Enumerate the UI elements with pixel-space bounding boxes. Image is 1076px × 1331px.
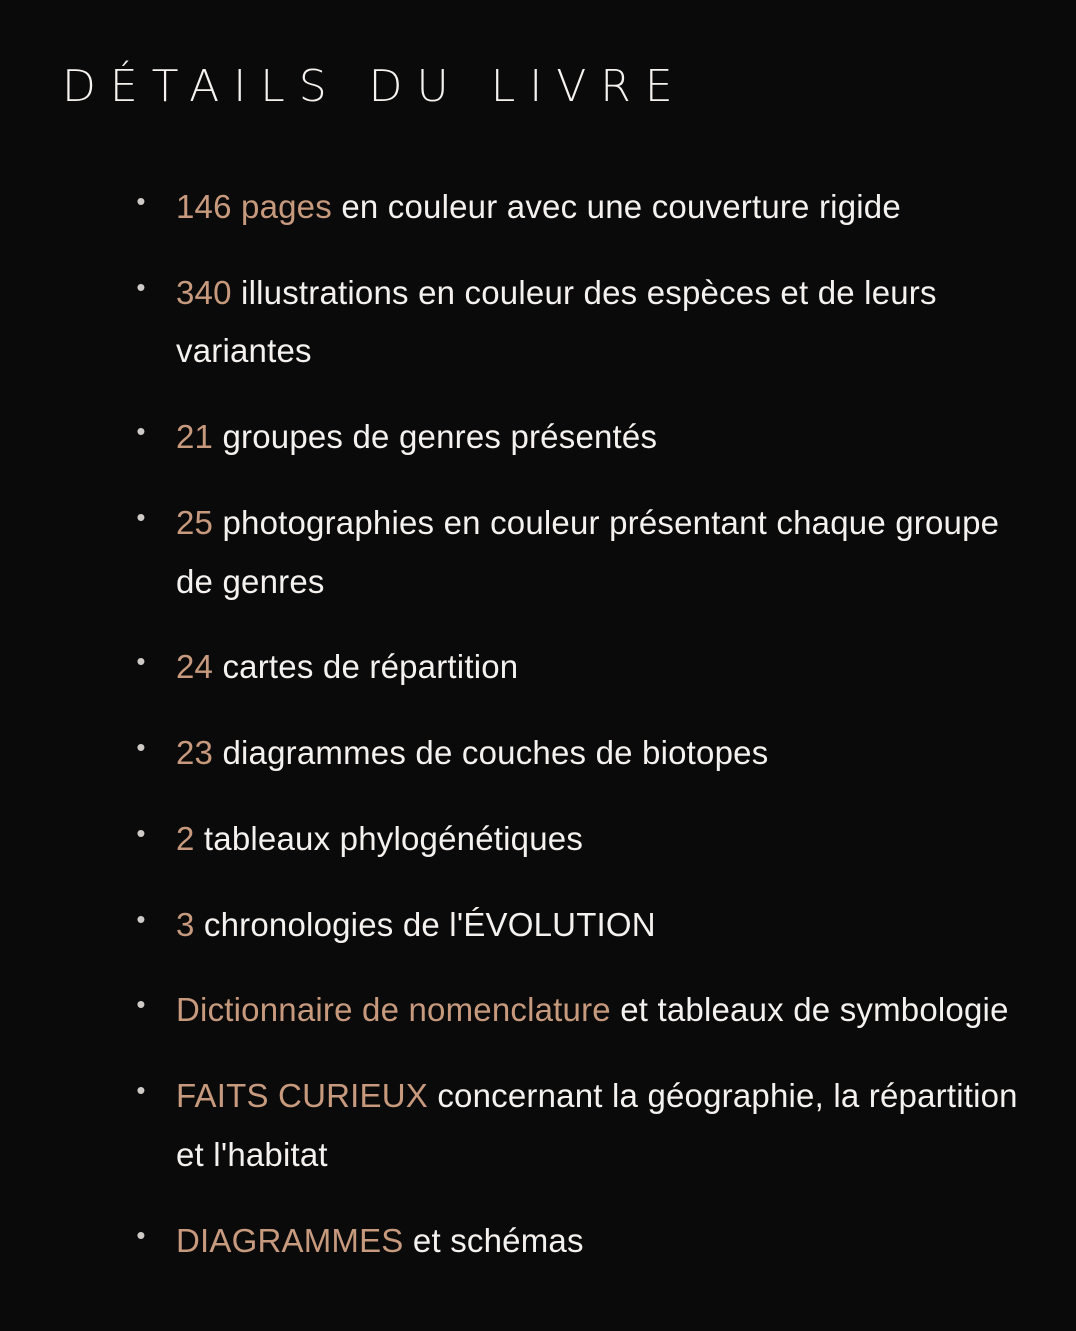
list-item: [120, 896, 1020, 955]
list-item-highlight: 3: [176, 905, 195, 943]
bullet-icon: •: [136, 817, 146, 848]
list-item-text: tableaux phylogénétiques: [194, 819, 584, 857]
list-item: [120, 1067, 1020, 1184]
list-item: [120, 178, 1020, 237]
list-item-highlight: 24: [176, 648, 214, 686]
list-item-highlight: DIAGRAMMES: [176, 1221, 404, 1259]
list-item-highlight: 2: [176, 819, 195, 857]
list-item-text: illustrations en couleur des espèces et de leurs variantes: [176, 273, 937, 370]
bullet-icon: •: [136, 1219, 146, 1250]
list-item: [120, 264, 1020, 381]
bullet-icon: •: [136, 646, 146, 677]
list-item-highlight: 21: [176, 418, 214, 456]
list-item-text: et tableaux de symbologie: [610, 991, 1009, 1029]
list-item-text: photographies en couleur présentant chaque groupe de genres: [176, 503, 1000, 600]
list-item: [120, 1212, 1020, 1271]
page-title: DÉTAILS DU LIVRE: [62, 61, 687, 113]
list-item: [120, 408, 1020, 467]
list-item: [120, 810, 1020, 869]
list-item-highlight: 23: [176, 734, 214, 772]
list-item-highlight: FAITS CURIEUX: [176, 1077, 428, 1115]
bullet-icon: •: [136, 732, 146, 763]
list-item-highlight: Dictionnaire de nomenclature: [176, 991, 611, 1029]
book-details-list: [120, 178, 1020, 1297]
bullet-icon: •: [136, 271, 146, 302]
list-item: [120, 638, 1020, 697]
list-item-text: en couleur avec une couverture rigide: [331, 188, 901, 225]
list-item-text: et schémas: [403, 1221, 584, 1259]
list-item-highlight: 25: [176, 503, 214, 541]
list-item-text: groupes de genres présentés: [213, 418, 658, 456]
bullet-icon: •: [136, 989, 146, 1020]
list-item-highlight: 340: [176, 273, 232, 311]
list-item: [120, 724, 1020, 783]
bullet-icon: •: [136, 416, 146, 447]
bullet-icon: •: [136, 1075, 146, 1106]
list-item-text: diagrammes de couches de biotopes: [213, 734, 769, 772]
bullet-icon: •: [136, 186, 146, 216]
list-item-highlight: 146 pages: [176, 188, 332, 225]
list-item-text: chronologies de l'ÉVOLUTION: [194, 905, 656, 943]
list-item-text: cartes de répartition: [213, 648, 519, 686]
bullet-icon: •: [136, 903, 146, 934]
list-item-text: concernant la géographie, la répartition et l'habitat: [176, 1077, 1018, 1173]
bullet-icon: •: [136, 501, 146, 532]
list-item: [120, 494, 1020, 611]
list-item: [120, 981, 1020, 1040]
